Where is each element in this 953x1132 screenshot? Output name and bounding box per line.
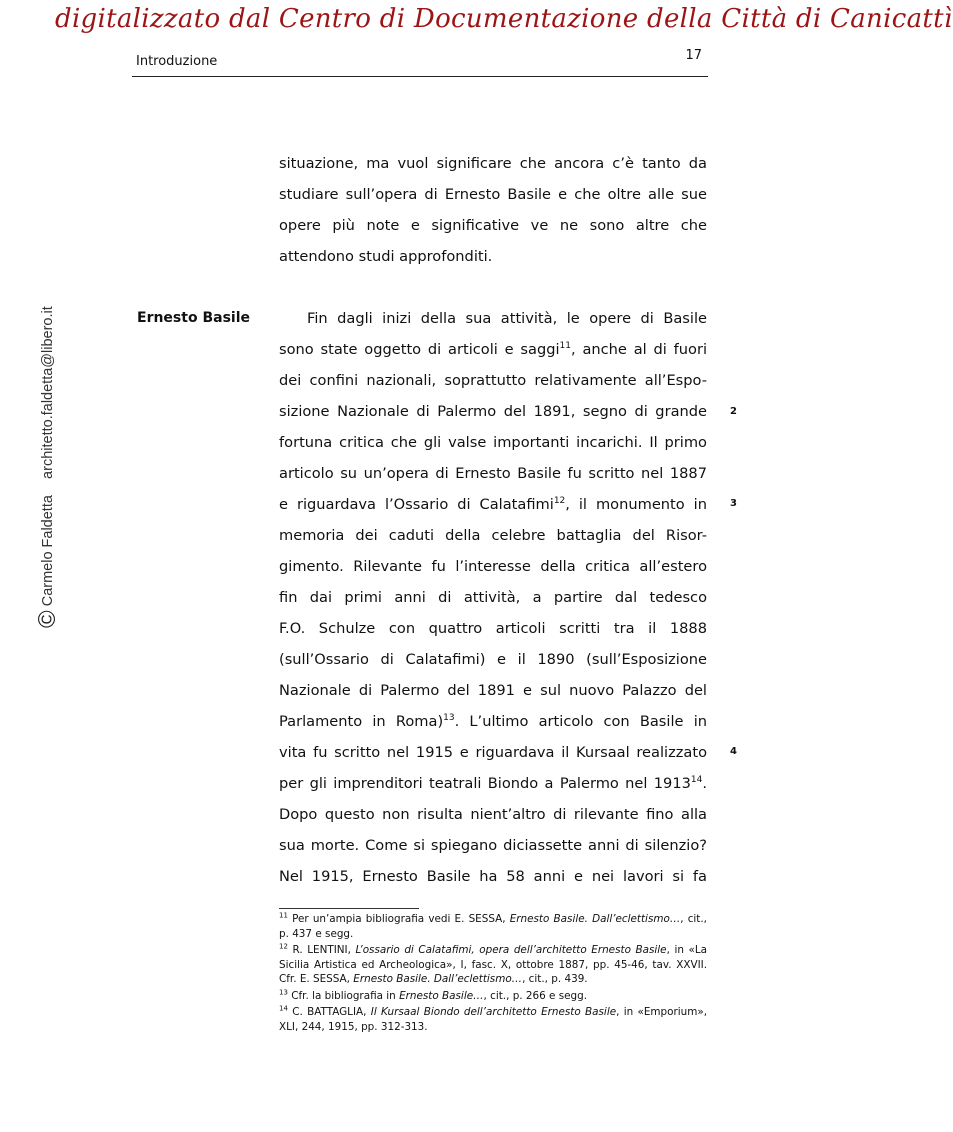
copyright-icon: © bbox=[34, 610, 62, 628]
text-line: Nazionale di Palermo del 1891 e sul nuovo Palazzo del bbox=[279, 682, 707, 699]
text-line: vita fu scritto nel 1915 e riguardava il Kursaal realizzato bbox=[279, 744, 707, 761]
margin-heading: Ernesto Basile bbox=[137, 310, 250, 326]
footnote-ref[interactable]: 12 bbox=[553, 496, 566, 507]
footnote-title: Ernesto Basile. Dall’eclettismo… bbox=[509, 913, 681, 925]
paragraph-1 bbox=[279, 148, 707, 272]
footnote-title: Ernesto Basile… bbox=[399, 989, 484, 1002]
text-line: studiare sull’opera di Ernesto Basile e che oltre alle sue bbox=[279, 186, 707, 203]
text-line: fortuna critica che gli valse importanti incarichi. Il primo bbox=[279, 434, 707, 451]
footnote-text: Per un’ampia bibliografia vedi E. SESSA, bbox=[292, 913, 510, 925]
author-name: Carmelo Faldetta bbox=[40, 495, 56, 607]
footnote-text: Cfr. la bibliografia in bbox=[291, 989, 400, 1002]
text-segment: , anche al di fuori bbox=[571, 341, 707, 358]
paragraph-2 bbox=[279, 303, 707, 892]
text-segment: per gli imprenditori teatrali Biondo a Palermo nel 1913 bbox=[279, 775, 691, 792]
line-marker: 2 bbox=[730, 406, 737, 417]
text-line: Fin dagli inizi della sua attività, le opere di Basile bbox=[307, 310, 707, 327]
line-marker: 4 bbox=[730, 746, 737, 757]
text-line: Dopo questo non risulta nient’altro di rilevante fino alla bbox=[279, 806, 707, 823]
footnote-title: Ernesto Basile. Dall’eclettismo… bbox=[353, 973, 523, 985]
text-line bbox=[279, 489, 707, 520]
page-header bbox=[132, 38, 708, 77]
footnotes bbox=[279, 912, 707, 1036]
footnote-number: 13 bbox=[279, 988, 288, 997]
text-segment: . L’ultimo articolo con Basile in bbox=[454, 713, 707, 730]
footnote bbox=[279, 912, 707, 941]
text-line: situazione, ma vuol significare che ancora c’è tanto da bbox=[279, 155, 707, 172]
footnote-text: , in «La Sicilia Artistica ed Archeologica», I, fasc. X, ottobre 1887, pp. 45-46, tav. XXVII. Cfr. E. SESSA, bbox=[279, 944, 708, 985]
text-line bbox=[279, 768, 707, 799]
footnote bbox=[279, 1005, 707, 1034]
footnote bbox=[279, 943, 707, 987]
footnote-number: 12 bbox=[279, 942, 288, 951]
footnote-text: , cit., p. 266 e segg. bbox=[483, 989, 588, 1002]
text-line: dei confini nazionali, soprattutto relativamente all’Espo- bbox=[279, 372, 707, 389]
footnote-title: L’ossario di Calatafimi, opera dell’architetto Ernesto Basile bbox=[355, 944, 667, 956]
text-segment: e riguardava l’Ossario di Calatafimi bbox=[279, 496, 554, 513]
footnote-ref[interactable]: 13 bbox=[443, 713, 455, 724]
footnote-ref[interactable]: 14 bbox=[690, 775, 703, 786]
text-line: opere più note e significative ve ne sono altre che bbox=[279, 217, 707, 234]
text-segment: . bbox=[702, 775, 707, 792]
text-line: sua morte. Come si spiegano diciassette anni di silenzio? bbox=[279, 837, 707, 854]
text-line: fin dai primi anni di attività, a partire dal tedesco bbox=[279, 589, 707, 606]
text-segment: sono state oggetto di articoli e saggi bbox=[279, 341, 560, 358]
line-marker: 3 bbox=[730, 498, 737, 509]
footnote bbox=[279, 989, 707, 1004]
digitization-watermark: digitalizzato dal Centro di Documentazione della Città di Canicattì bbox=[55, 4, 953, 34]
text-line: memoria dei caduti della celebre battaglia del Risor- bbox=[279, 527, 707, 544]
text-line bbox=[279, 706, 707, 737]
footnote-ref[interactable]: 11 bbox=[559, 341, 571, 352]
text-segment: , il monumento in bbox=[565, 496, 707, 513]
text-line: sizione Nazionale di Palermo del 1891, segno di grande bbox=[279, 403, 707, 420]
footnote-text: , cit., p. 439. bbox=[522, 973, 588, 985]
text-line: Nel 1915, Ernesto Basile ha 58 anni e nei lavori si fa bbox=[279, 868, 707, 885]
footnote-text: , cit., p. 437 e segg. bbox=[279, 913, 707, 940]
footnote-text: , in «Emporium», XLI, 244, 1915, pp. 312-313. bbox=[279, 1006, 707, 1033]
text-line: F.O. Schulze con quattro articoli scritti tra il 1888 bbox=[279, 620, 707, 637]
footnote-number: 11 bbox=[279, 911, 288, 920]
text-line: attendono studi approfonditi. bbox=[279, 248, 493, 265]
footnote-divider bbox=[279, 908, 419, 909]
author-email: architetto.faldetta@libero.it bbox=[40, 306, 56, 479]
text-line: gimento. Rilevante fu l’interesse della critica all’estero bbox=[279, 558, 707, 575]
footnote-number: 14 bbox=[279, 1004, 288, 1013]
text-line: (sull’Ossario di Calatafimi) e il 1890 (sull’Esposizione bbox=[279, 651, 707, 668]
section-title: Introduzione bbox=[136, 54, 218, 69]
page-number: 17 bbox=[685, 48, 702, 63]
footnote-text: R. LENTINI, bbox=[292, 944, 356, 956]
footnote-text: C. BATTAGLIA, bbox=[292, 1006, 371, 1018]
text-segment: Parlamento in Roma) bbox=[279, 713, 444, 730]
text-line bbox=[279, 334, 707, 365]
footnote-title: Il Kursaal Biondo dell’architetto Ernesto Basile bbox=[370, 1006, 617, 1018]
copyright-credit bbox=[34, 268, 62, 628]
text-line: articolo su un’opera di Ernesto Basile fu scritto nel 1887 bbox=[279, 465, 707, 482]
